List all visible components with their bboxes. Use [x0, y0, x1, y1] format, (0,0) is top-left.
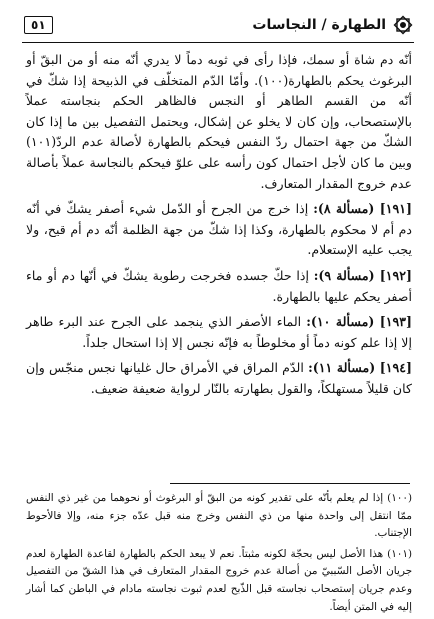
issue-text: الدّم المراق في الأمراق حال غليانها نجس منجّس وإن كان قليلاً مستهلكاً، والقول بطهارته بالنّار لرواية ضعيفة ضعيف.	[26, 360, 412, 396]
footnote: (١٠٠) إذا لم يعلم بأنّه على تقدير كونه من البقّ أو البرغوث أو نحوهما من غير ذي النفس ممّا انتقل إلى واحدة منها من ذي النفس وخرج منه قبل عدّه جزء منه، وإلا فالأحوط الإجتناب.	[26, 492, 412, 540]
issue-label: [١٩٤] (مسألة ١١):	[308, 360, 412, 376]
main-text	[26, 50, 412, 403]
issue-label: [١٩٢] (مسألة ٩):	[313, 267, 413, 283]
issue-text: إذا حكّ جسده فخرجت رطوبة يشكّ في أنّها دم أو ماء أصفر يحكم عليها بالطهارة.	[26, 267, 412, 304]
footnote: (١٠١) هذا الأصل ليس بحجّة لكونه مثبتاً. نعم لا يبعد الحكم بالطهارة لقاعدة الطهارة لعدم جريان الأصل السّببيّ من أصالة عدم خروج المقدار المتعارف في هذا الشقّ من التفصيل وعدم جريان إستصحاب نجاسته قبل الذّبح لعدم ثبوت نجاسته مادام في الباطن كما أشار إليه في المتن أيضاً.	[26, 547, 412, 613]
issue-text: إذا خرج من الجرح أو الدّمل شيء أصفر يشكّ في أنّه دم أم لا محكوم بالطهارة، وكذا إذا شكّ من جهة الظلمة أنّه دم أم قيح، ولا يجب عليه الإستعلام.	[26, 201, 412, 258]
intro-paragraph: أنّه دم شاة أو سمك، فإذا رأى في ثوبه دماً لا يدري أنّه منه أو من البقّ أو البرغوث يحكم بالطهارة(١٠٠). وأمّا الدّم المتخلّف في الذبيحة إذا شكّ في أنّه من القسم الطاهر أو النجس فالظاهر الحكم بنجاسته عملاً بالإستصحاب، وإن كان لا يخلو عن إشكال، ويحتمل التفصيل بين ما إذا كان الشكّ من جهة احتمال ردّ النفس فيحكم بالطهارة لأصالة عدم الردّ(١٠١) وبين ما كان لأجل احتمال كون رأسه على علوّ فيحكم بالنجاسة عملاً بأصالة عدم خروج المقدار المتعارف.	[26, 52, 412, 191]
issue-text: الماء الأصفر الذي ينجمد على الجرح عند البرء طاهر إلا إذا علم كونه دماً أو مخلوطاً به فإنّه نجس إلا إذا استحال جلداً.	[26, 314, 412, 350]
issue-paragraph	[26, 199, 412, 261]
page-number: ٥١	[24, 16, 53, 34]
issue-paragraph	[26, 312, 412, 353]
issue-label: [١٩١] (مسألة ٨):	[313, 201, 412, 217]
issue-paragraph	[26, 266, 412, 307]
ornament-icon	[392, 14, 414, 36]
running-header	[24, 8, 414, 42]
header-title-group	[252, 14, 414, 36]
issue-label: [١٩٣] (مسألة ١٠):	[306, 314, 412, 330]
footnotes	[26, 490, 412, 619]
footnote-divider	[170, 483, 410, 484]
header-divider	[22, 42, 414, 43]
issue-paragraph	[26, 358, 412, 399]
section-title: الطهارة / النجاسات	[252, 17, 386, 33]
